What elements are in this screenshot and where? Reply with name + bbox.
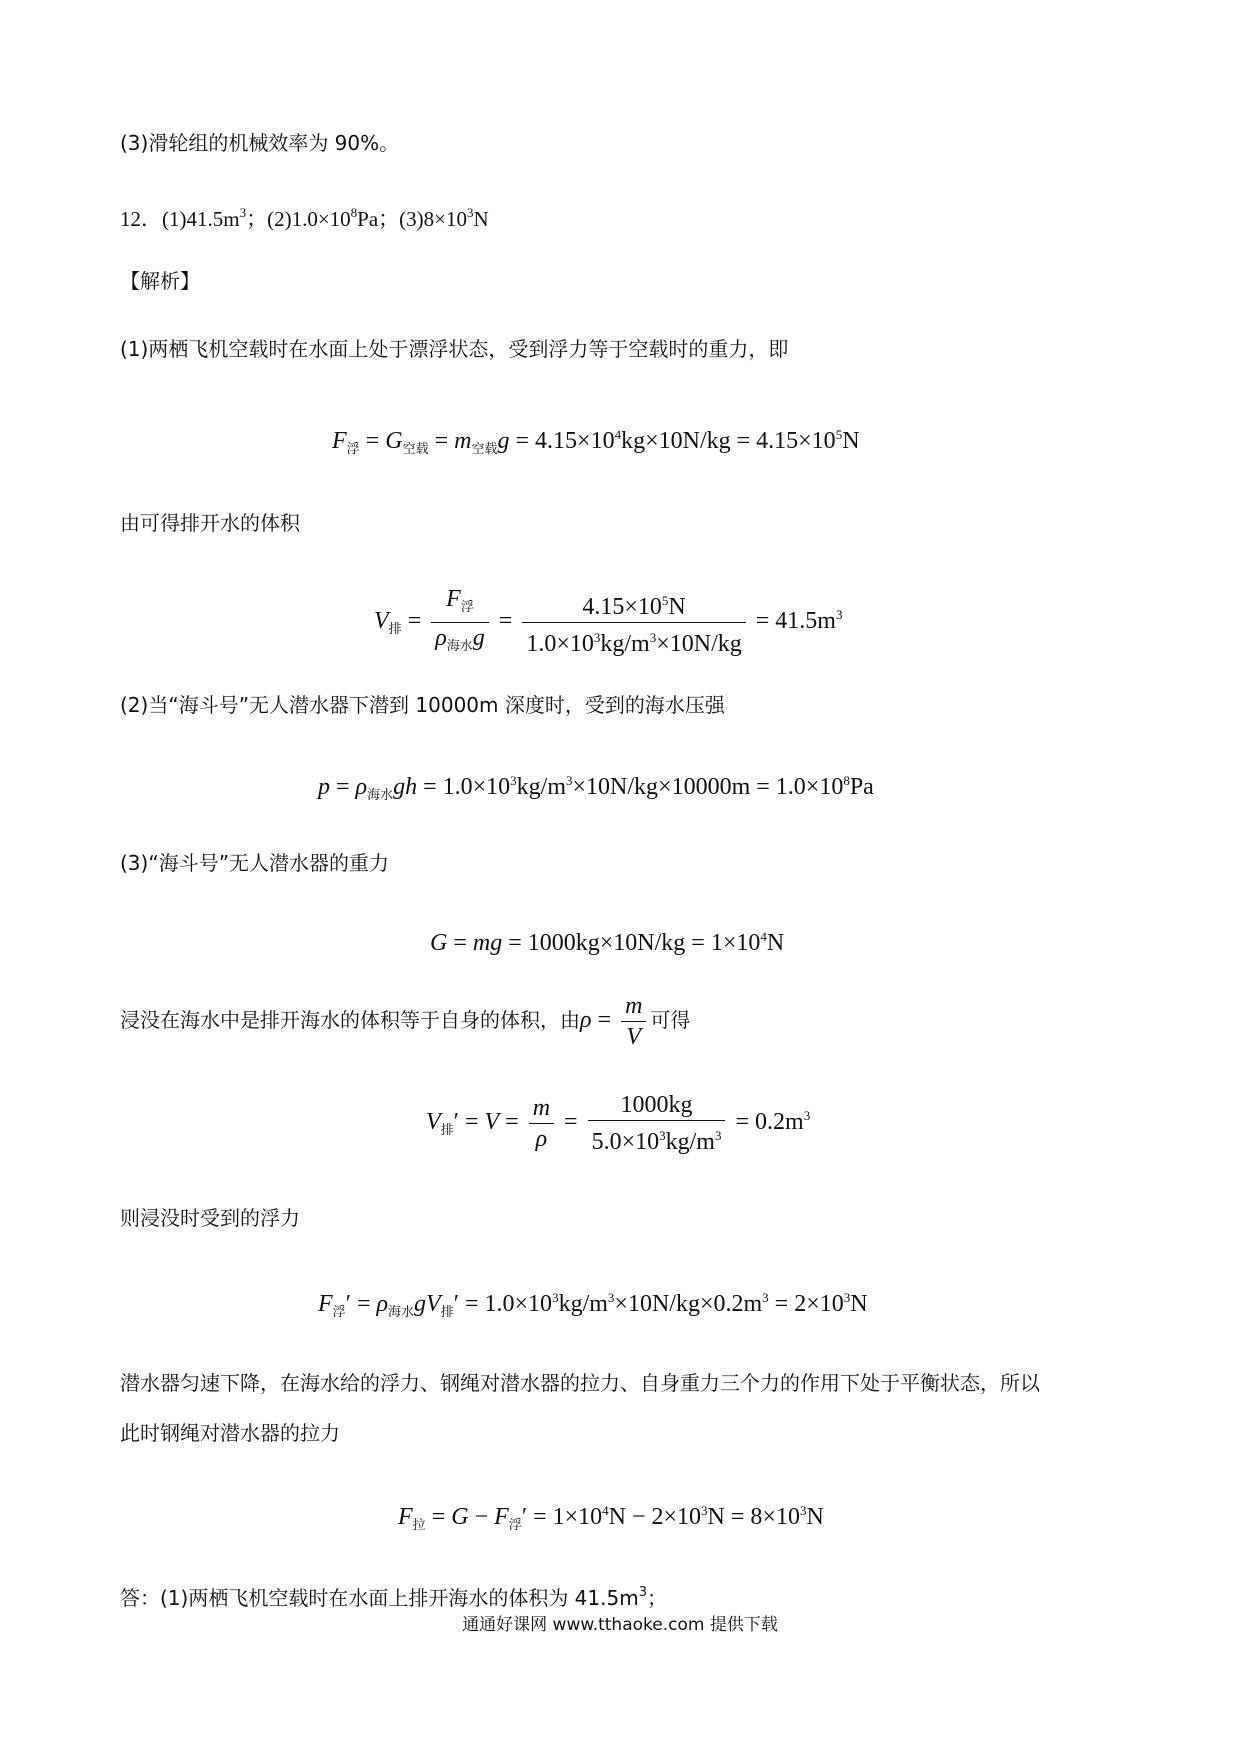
para-equilibrium: 潜水器匀速下降，在海水给的浮力、钢绳对潜水器的拉力、自身重力三个力的作用下处于平衡状态，所以 [120,1371,1040,1395]
para-density-relation: 浸没在海水中是排开海水的体积等于自身的体积，由ρ = $\frac{m}{V}$ 可得 [120,992,691,1050]
fraction-numeric: $\frac{4.15\times 10^5N}{1.0\times 10^3kg/m^3\times 10N/kg}$ [522,586,745,659]
para-displaced-volume: 由可得排开水的体积 [120,511,300,535]
answer-summary-12: 12．$(1)41.5m^3$；$(2)1.0\times 10^8Pa$；$(3)8\times 10^3N$ [120,205,489,231]
fraction-m-over-rho: $\frac{m}{\rho}$ [529,1093,554,1154]
equation-buoyancy-empty: $F_浮 = G_{空载} = m_{空载}g = 4.15\times 10^4kg\times 10N/kg = 4.15\times 10^5N$ [332,427,860,456]
para-tension-intro: 此时钢绳对潜水器的拉力 [120,1421,340,1445]
fraction-buoyancy-over-rho-g: $\frac{F_浮}{\rho_{海水}g}$ [431,584,489,661]
line-efficiency: (3)滑轮组的机械效率为 90%。 [120,131,400,155]
equation-pressure: $p = \rho_{海水}gh = 1.0\times 10^3kg/m^3\times 10N/kg\times 10000m = 1.0\times 10^8Pa$ [318,773,874,802]
para-pressure-intro: (2)当“海斗号”无人潜水器下潜到 10000m 深度时，受到的海水压强 [120,693,725,717]
analysis-heading: 【解析】 [120,269,200,293]
equation-tension: $F_拉 = G - F_浮' = 1\times 10^4N - 2\times 10^3N = 8\times 10^3N$ [398,1503,824,1532]
equation-gravity: G = mg = $1000kg\times 10N/kg = 1\times 10^4N$ [430,929,785,956]
fraction-mass-over-density: $\frac{1000kg}{5.0\times 10^3kg/m^3}$ [588,1090,726,1157]
footer-watermark: 通通好课网 www.tthaoke.com 提供下载 [462,1615,778,1635]
equation-submerged-buoyancy: $F_浮' = \rho_{海水}gV_排' = 1.0\times 10^3kg/m^3\times 10N/kg\times 0.2m^3 = 2\times 10^3N$ [318,1290,868,1319]
para-gravity-intro: (3)“海斗号”无人潜水器的重力 [120,851,390,875]
answer-conclusion: 答：(1)两栖飞机空载时在水面上排开海水的体积为 $41.5m^3$； [120,1585,667,1610]
answer-prefix: 12．(1)41.5m [120,207,240,231]
equation-displaced-volume: $V_排$ = $\frac{F_浮}{\rho_{海水}g}$ = $\frac{4.15\times 10^5N}{1.0\times 10^3kg/m^3\times 10N/kg}$ = $41.5m^3$ [374,584,842,661]
para-submerged-buoyancy: 则浸没时受到的浮力 [120,1206,300,1230]
fraction-m-over-v: $\frac{m}{V}$ [621,991,646,1052]
equation-submerged-volume: $V_排' = V$ = $\frac{m}{\rho}$ = $\frac{1000kg}{5.0\times 10^3kg/m^3}$ = $0.2m^3$ [426,1092,811,1155]
para-buoyancy-intro: (1)两栖飞机空载时在水面上处于漂浮状态，受到浮力等于空载时的重力，即 [120,337,789,361]
